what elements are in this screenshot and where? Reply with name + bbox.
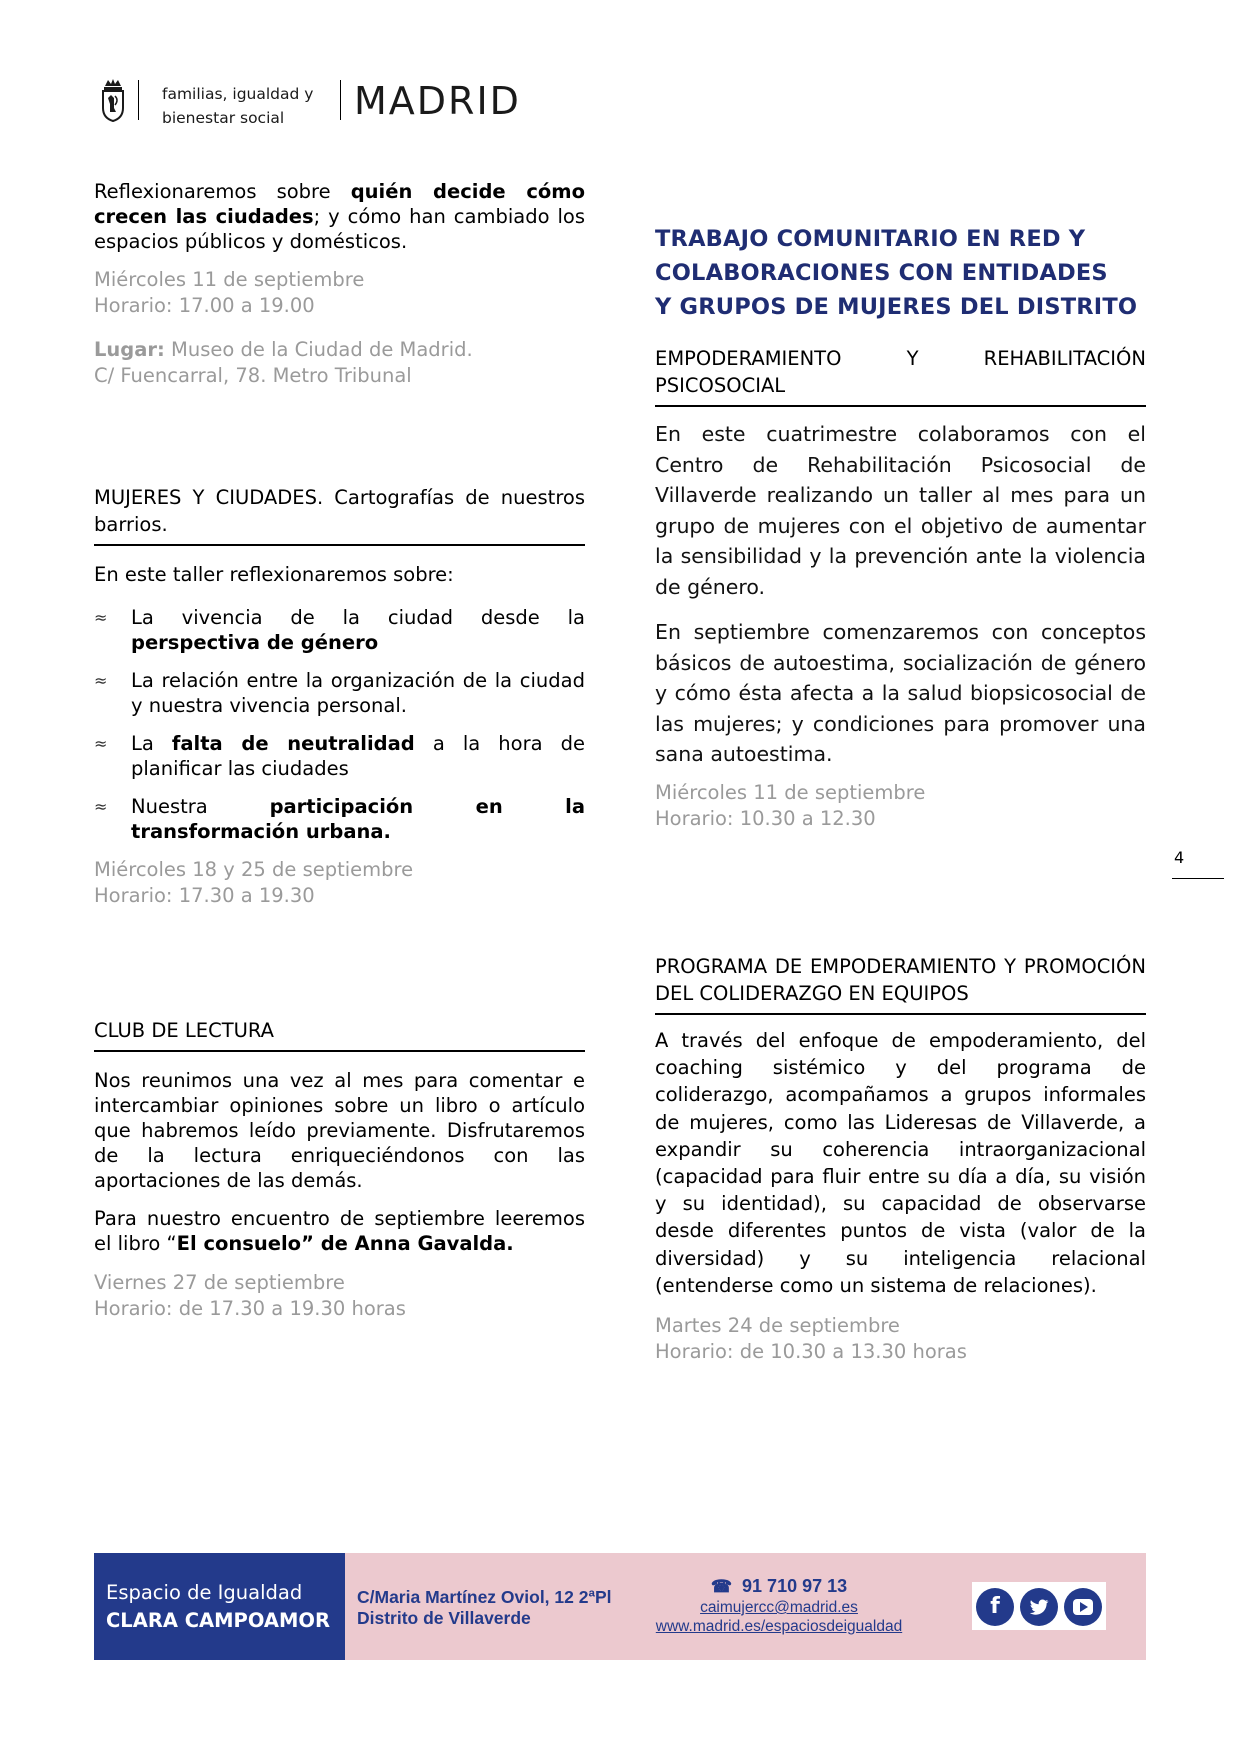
footer-web-link[interactable]: www.madrid.es/espaciosdeigualdad (655, 1618, 903, 1635)
club-lectura-section (94, 1017, 585, 1322)
footer-space-line: CLARA CAMPOAMOR (106, 1609, 330, 1632)
empoderamiento-section (655, 345, 1146, 832)
intro-block (94, 179, 585, 254)
mujeres-topic-list (94, 605, 585, 844)
page-title-line: TRABAJO COMUNITARIO EN RED Y (655, 226, 1086, 252)
footer-space-name (94, 1553, 345, 1660)
twitter-icon[interactable] (1020, 1588, 1058, 1626)
event-time: Horario: de 17.30 a 19.30 horas (94, 1297, 406, 1320)
phone-icon: ☎ (710, 1577, 733, 1596)
page-title-line: COLABORACIONES CON ENTIDADES (655, 260, 1108, 286)
city-logo-text: MADRID (354, 79, 521, 123)
event-date: Viernes 27 de septiembre (94, 1271, 345, 1294)
event-time: Horario: 10.30 a 12.30 (655, 806, 876, 830)
footer-contact-band (345, 1553, 1146, 1660)
footer-email-link[interactable]: caimujercc@madrid.es (700, 1599, 858, 1616)
approx-bullet-icon: ≈ (94, 608, 108, 627)
empoderamiento-p1: En este cuatrimestre colaboramos con el Centro de Rehabilitación Psicosocial de Villaverde realizando un taller al mes para un grupo de mujeres con el objetivo de aumentar la sensibilidad y la prevención ante la violencia de género. (655, 422, 1146, 599)
approx-bullet-icon: ≈ (94, 797, 108, 816)
event-date: Miércoles 11 de septiembre (655, 780, 926, 804)
club-description: Nos reunimos una vez al mes para comentar e intercambiar opiniones sobre un libro o artículo que habremos leído previamente. Disfrutaremos de la lectura enriqueciéndonos con las aportaciones de las demás. (94, 1069, 585, 1192)
section-title-mujeres-ciudades: MUJERES Y CIUDADES. Cartografías de nuestros barrios. (94, 484, 585, 546)
club-book: Para nuestro encuentro de septiembre leeremos el libro “El consuelo” de Anna Gavalda. (94, 1207, 585, 1255)
page-number: 4 (1174, 848, 1185, 867)
section-title-programa: PROGRAMA DE EMPODERAMIENTO Y PROMOCIÓN DEL COLIDERAZGO EN EQUIPOS (655, 953, 1146, 1015)
page-footer (94, 1553, 1146, 1660)
list-item: ≈ La relación entre la organización de la ciudad y nuestra vivencia personal. (94, 669, 585, 717)
page-number-rule (1172, 878, 1224, 879)
event-time: Horario: 17.00 a 19.00 (94, 294, 315, 317)
event-date: Martes 24 de septiembre (655, 1314, 900, 1338)
programa-description: A través del enfoque de empoderamiento, del coaching sistémico y del programa de coliderazgo, acompañamos a grupos informales de mujeres, como las Lideresas de Villaverde, a expandir su coherencia intraorganizacional (capacidad para fluir entre su día a día, su visión y su identidad), su capacidad de observarse desde diferentes puntos de vista (valor de la diversidad) y su inteligencia relacional (entenderse como un sistema de relaciones). (655, 1029, 1146, 1297)
list-item: ≈ La falta de neutralidad a la hora de planificar las ciudades (94, 732, 585, 780)
section-title-club-lectura: CLUB DE LECTURA (94, 1017, 585, 1052)
footer-phone[interactable]: ☎ 91 710 97 13 (710, 1576, 848, 1596)
facebook-icon[interactable]: f (976, 1588, 1014, 1626)
list-item: ≈ La vivencia de la ciudad desde la perspectiva de género (94, 606, 585, 654)
mujeres-lead: En este taller reflexionaremos sobre: (94, 563, 454, 586)
footer-address: C/Maria Martínez Oviol, 12 2ªPl Distrito de Villaverde (357, 1587, 612, 1628)
event-address: C/ Fuencarral, 78. Metro Tribunal (94, 364, 412, 387)
page-title-line: Y GRUPOS DE MUJERES DEL DISTRITO (655, 294, 1138, 320)
header-divider (340, 80, 341, 120)
madrid-crest-icon (100, 78, 126, 122)
programa-section (655, 953, 1146, 1365)
page-header (96, 76, 536, 126)
header-divider (138, 80, 139, 120)
approx-bullet-icon: ≈ (94, 671, 108, 690)
social-links (972, 1582, 1106, 1630)
intro-paragraph: Reflexionaremos sobre quién decide cómo crecen las ciudades; y cómo han cambiado los espacios públicos y domésticos. (94, 180, 585, 253)
approx-bullet-icon: ≈ (94, 734, 108, 753)
event-date: Miércoles 11 de septiembre (94, 268, 365, 291)
youtube-icon[interactable] (1064, 1588, 1102, 1626)
empoderamiento-p2: En septiembre comenzaremos con conceptos básicos de autoestima, socialización de género y cómo ésta afecta a la salud biopsicosocial de las mujeres; y condiciones para promover una sana autoestima. (655, 620, 1146, 766)
section-title-empoderamiento: EMPODERAMIENTO Y REHABILITACIÓN PSICOSOCIAL (655, 345, 1146, 407)
mujeres-section (94, 484, 585, 909)
event-time: Horario: 17.30 a 19.30 (94, 884, 315, 907)
event-place: Lugar: Museo de la Ciudad de Madrid. (94, 338, 473, 361)
footer-space-line: Espacio de Igualdad (106, 1581, 303, 1604)
main-section-title (655, 222, 1146, 324)
event-date: Miércoles 18 y 25 de septiembre (94, 858, 414, 881)
list-item: ≈ Nuestra participación en la transformación urbana. (94, 795, 585, 843)
footer-contact (645, 1575, 913, 1636)
event-time: Horario: de 10.30 a 13.30 horas (655, 1340, 967, 1364)
intro-schedule (94, 267, 585, 389)
department-name: familias, igualdad y bienestar social (162, 85, 314, 127)
